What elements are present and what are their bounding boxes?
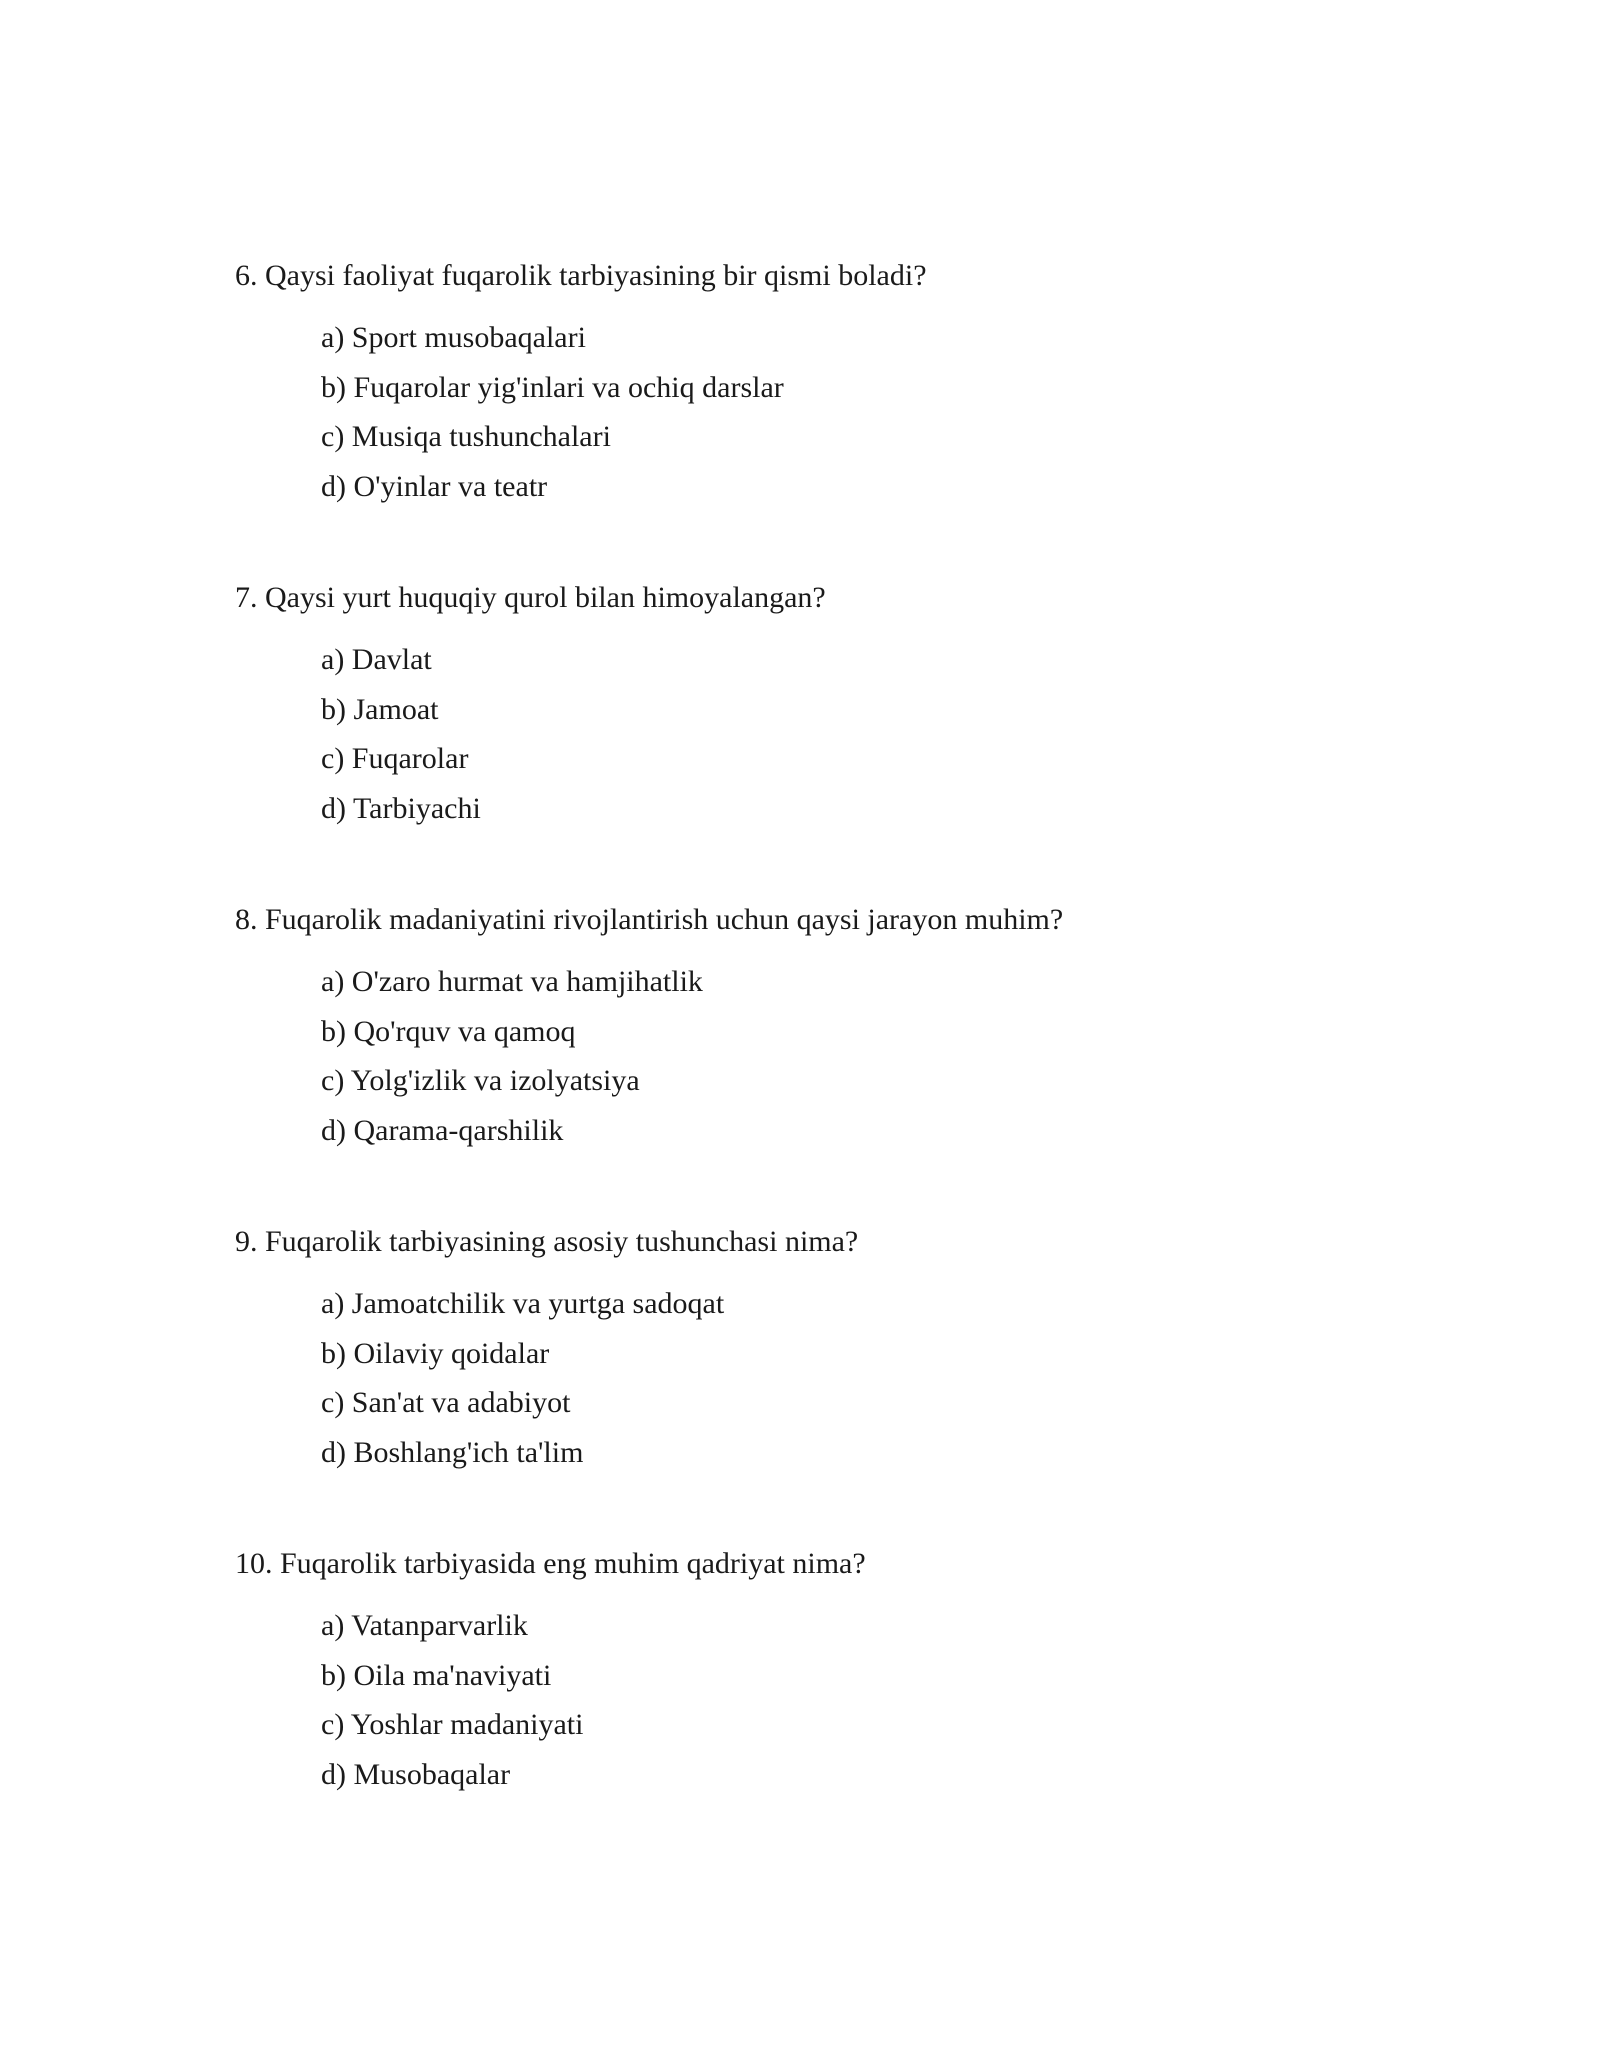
option-a: a) Sport musobaqalari: [321, 321, 586, 354]
option-list: [321, 957, 1435, 1155]
option-c: c) Yoshlar madaniyati: [321, 1708, 584, 1741]
question-text: 10. Fuqarolik tarbiyasida eng muhim qadriyat nima?: [235, 1547, 866, 1580]
option-a: a) O'zaro hurmat va hamjihatlik: [321, 965, 703, 998]
option-a: a) Davlat: [321, 643, 432, 676]
option-b: b) Oilaviy qoidalar: [321, 1336, 550, 1370]
option-d: d) Boshlang'ich ta'lim: [321, 1435, 584, 1469]
question-text: 7. Qaysi yurt huquqiy qurol bilan himoyalangan?: [235, 581, 826, 614]
question-8: [235, 900, 1435, 1222]
option-d: d) Qarama-qarshilik: [321, 1113, 564, 1147]
option-list: [321, 313, 1435, 511]
option-a: a) Jamoatchilik va yurtga sadoqat: [321, 1287, 725, 1320]
option-c: c) Yolg'izlik va izolyatsiya: [321, 1064, 640, 1097]
question-6: [235, 256, 1435, 578]
option-a: a) Vatanparvarlik: [321, 1609, 528, 1642]
option-c: c) Fuqarolar: [321, 742, 469, 775]
option-list: [321, 635, 1435, 833]
question-text: 8. Fuqarolik madaniyatini rivojlantirish uchun qaysi jarayon muhim?: [235, 903, 1064, 936]
option-list: [321, 1601, 1435, 1799]
question-9: [235, 1222, 1435, 1544]
option-d: d) Musobaqalar: [321, 1757, 511, 1791]
question-text: 9. Fuqarolik tarbiyasining asosiy tushunchasi nima?: [235, 1225, 859, 1258]
option-b: b) Oila ma'naviyati: [321, 1658, 552, 1692]
option-b: b) Jamoat: [321, 692, 439, 726]
question-text: 6. Qaysi faoliyat fuqarolik tarbiyasining bir qismi boladi?: [235, 259, 927, 292]
option-list: [321, 1279, 1435, 1477]
option-d: d) O'yinlar va teatr: [321, 469, 548, 503]
question-list: [235, 256, 1435, 1866]
option-c: c) Musiqa tushunchalari: [321, 420, 611, 453]
question-10: [235, 1544, 1435, 1866]
option-d: d) Tarbiyachi: [321, 791, 481, 825]
option-b: b) Qo'rquv va qamoq: [321, 1014, 576, 1048]
option-c: c) San'at va adabiyot: [321, 1386, 571, 1419]
option-b: b) Fuqarolar yig'inlari va ochiq darslar: [321, 370, 784, 404]
question-7: [235, 578, 1435, 900]
